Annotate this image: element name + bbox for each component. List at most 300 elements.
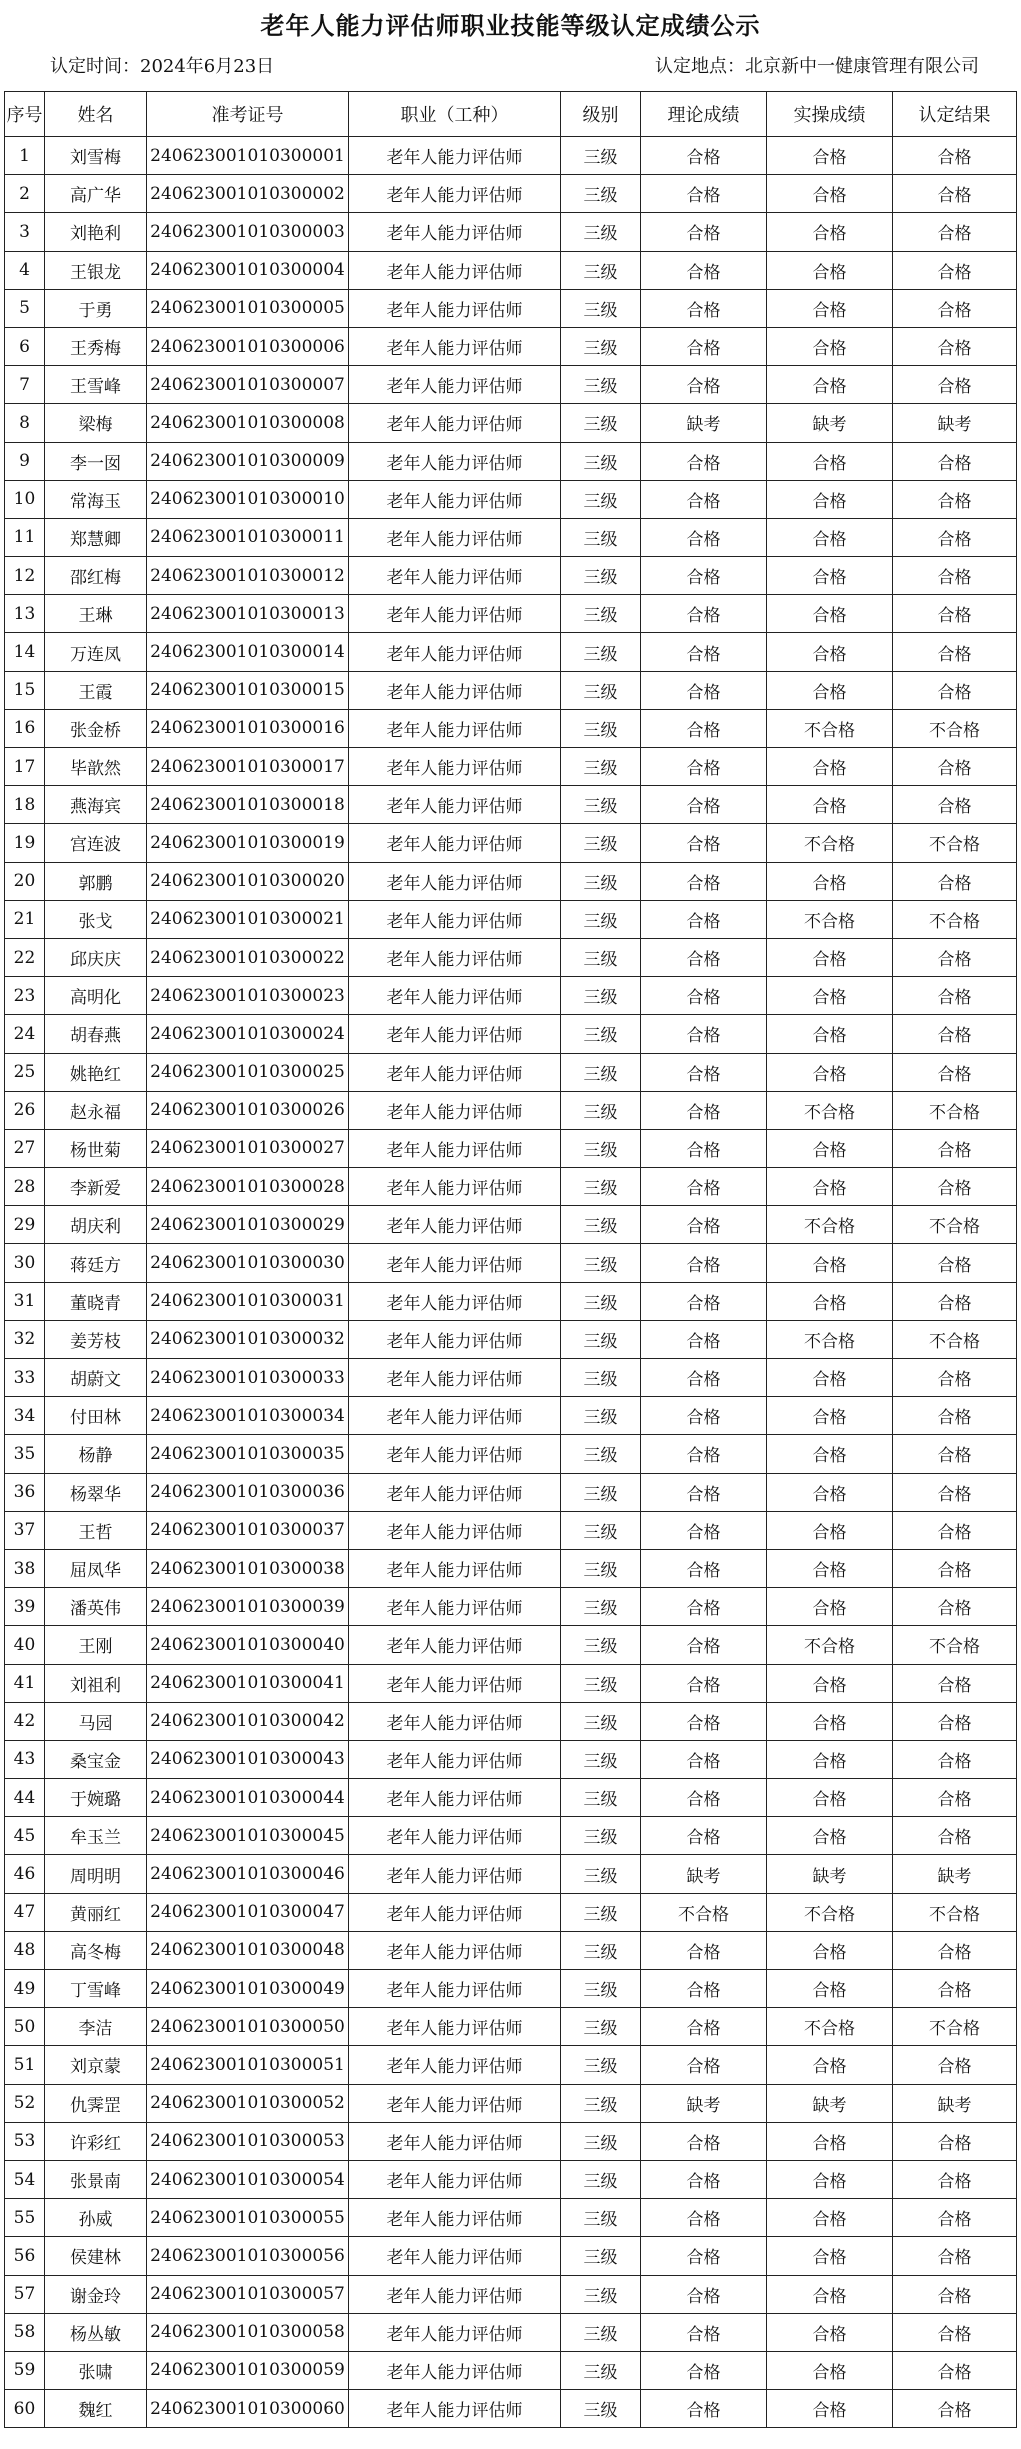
table-row: [5, 1702, 1017, 1740]
exam-id: 240623001010300007: [147, 366, 349, 404]
table-row: [5, 404, 1017, 442]
row-index: 33: [5, 1359, 45, 1397]
theory-score: 合格: [641, 175, 767, 213]
certification-result: 合格: [893, 786, 1017, 824]
row-index: 6: [5, 327, 45, 365]
exam-id: 240623001010300006: [147, 327, 349, 365]
row-index: 54: [5, 2160, 45, 2198]
certification-result: 合格: [893, 633, 1017, 671]
occupation: 老年人能力评估师: [349, 1740, 561, 1778]
table-row: [5, 137, 1017, 175]
exam-id: 240623001010300048: [147, 1931, 349, 1969]
header-row: [5, 92, 1017, 137]
practical-score: 合格: [767, 1053, 893, 1091]
level: 三级: [561, 137, 641, 175]
level: 三级: [561, 1359, 641, 1397]
certification-result: 缺考: [893, 404, 1017, 442]
theory-score: 合格: [641, 2390, 767, 2428]
exam-id: 240623001010300004: [147, 251, 349, 289]
certification-result: 合格: [893, 1817, 1017, 1855]
table-row: [5, 1053, 1017, 1091]
table-row: [5, 1626, 1017, 1664]
occupation: 老年人能力评估师: [349, 1320, 561, 1358]
occupation: 老年人能力评估师: [349, 786, 561, 824]
candidate-name: 侯建林: [45, 2237, 147, 2275]
table-row: [5, 2160, 1017, 2198]
occupation: 老年人能力评估师: [349, 1206, 561, 1244]
level: 三级: [561, 1015, 641, 1053]
table-row: [5, 1320, 1017, 1358]
candidate-name: 毕歆然: [45, 748, 147, 786]
theory-score: 合格: [641, 1549, 767, 1587]
theory-score: 合格: [641, 518, 767, 556]
theory-score: 合格: [641, 2046, 767, 2084]
practical-score: 合格: [767, 289, 893, 327]
table-row: [5, 748, 1017, 786]
practical-score: 不合格: [767, 1206, 893, 1244]
exam-id: 240623001010300002: [147, 175, 349, 213]
practical-score: 合格: [767, 1702, 893, 1740]
row-index: 12: [5, 557, 45, 595]
exam-id: 240623001010300039: [147, 1588, 349, 1626]
exam-id: 240623001010300055: [147, 2199, 349, 2237]
table-body: [5, 137, 1017, 2428]
candidate-name: 高广华: [45, 175, 147, 213]
candidate-name: 李一囡: [45, 442, 147, 480]
theory-score: 合格: [641, 1779, 767, 1817]
table-row: [5, 2199, 1017, 2237]
exam-id: 240623001010300013: [147, 595, 349, 633]
practical-score: 合格: [767, 1779, 893, 1817]
level: 三级: [561, 2351, 641, 2389]
theory-score: 合格: [641, 1664, 767, 1702]
theory-score: 合格: [641, 251, 767, 289]
row-index: 15: [5, 671, 45, 709]
theory-score: 合格: [641, 2351, 767, 2389]
row-index: 59: [5, 2351, 45, 2389]
practical-score: 不合格: [767, 2008, 893, 2046]
row-index: 24: [5, 1015, 45, 1053]
header-index: 序号: [5, 92, 45, 137]
candidate-name: 邵红梅: [45, 557, 147, 595]
table-row: [5, 1168, 1017, 1206]
exam-id: 240623001010300003: [147, 213, 349, 251]
practical-score: 合格: [767, 977, 893, 1015]
exam-id: 240623001010300028: [147, 1168, 349, 1206]
theory-score: 合格: [641, 2160, 767, 2198]
candidate-name: 郑慧卿: [45, 518, 147, 556]
certification-result: 合格: [893, 1244, 1017, 1282]
candidate-name: 牟玉兰: [45, 1817, 147, 1855]
theory-score: 合格: [641, 1091, 767, 1129]
certification-result: 合格: [893, 1779, 1017, 1817]
occupation: 老年人能力评估师: [349, 1664, 561, 1702]
theory-score: 合格: [641, 2122, 767, 2160]
occupation: 老年人能力评估师: [349, 1779, 561, 1817]
row-index: 28: [5, 1168, 45, 1206]
certification-result: 合格: [893, 557, 1017, 595]
exam-id: 240623001010300016: [147, 709, 349, 747]
certification-result: 合格: [893, 2313, 1017, 2351]
row-index: 19: [5, 824, 45, 862]
level: 三级: [561, 1970, 641, 2008]
certification-result: 合格: [893, 1511, 1017, 1549]
theory-score: 合格: [641, 1397, 767, 1435]
candidate-name: 高明化: [45, 977, 147, 1015]
row-index: 42: [5, 1702, 45, 1740]
header-level: 级别: [561, 92, 641, 137]
level: 三级: [561, 1549, 641, 1587]
certification-result: 合格: [893, 1168, 1017, 1206]
row-index: 27: [5, 1129, 45, 1167]
certification-result: 合格: [893, 2122, 1017, 2160]
row-index: 41: [5, 1664, 45, 1702]
exam-id: 240623001010300021: [147, 900, 349, 938]
table-row: [5, 366, 1017, 404]
candidate-name: 丁雪峰: [45, 1970, 147, 2008]
row-index: 40: [5, 1626, 45, 1664]
row-index: 1: [5, 137, 45, 175]
exam-id: 240623001010300018: [147, 786, 349, 824]
level: 三级: [561, 518, 641, 556]
exam-id: 240623001010300049: [147, 1970, 349, 2008]
level: 三级: [561, 366, 641, 404]
table-row: [5, 1740, 1017, 1778]
practical-score: 合格: [767, 137, 893, 175]
header-name: 姓名: [45, 92, 147, 137]
exam-id: 240623001010300023: [147, 977, 349, 1015]
certification-result: 合格: [893, 2351, 1017, 2389]
level: 三级: [561, 2390, 641, 2428]
practical-score: 缺考: [767, 2084, 893, 2122]
occupation: 老年人能力评估师: [349, 748, 561, 786]
certification-result: 不合格: [893, 900, 1017, 938]
theory-score: 合格: [641, 1626, 767, 1664]
occupation: 老年人能力评估师: [349, 2160, 561, 2198]
practical-score: 不合格: [767, 1893, 893, 1931]
table-row: [5, 1855, 1017, 1893]
certification-result: 合格: [893, 938, 1017, 976]
theory-score: 合格: [641, 595, 767, 633]
practical-score: 合格: [767, 2313, 893, 2351]
row-index: 22: [5, 938, 45, 976]
occupation: 老年人能力评估师: [349, 1702, 561, 1740]
table-row: [5, 1129, 1017, 1167]
row-index: 25: [5, 1053, 45, 1091]
occupation: 老年人能力评估师: [349, 1091, 561, 1129]
certification-result: 合格: [893, 1015, 1017, 1053]
occupation: 老年人能力评估师: [349, 1473, 561, 1511]
table-row: [5, 1893, 1017, 1931]
table-row: [5, 480, 1017, 518]
practical-score: 缺考: [767, 404, 893, 442]
candidate-name: 董晓青: [45, 1282, 147, 1320]
exam-id: 240623001010300009: [147, 442, 349, 480]
certification-result: 不合格: [893, 1091, 1017, 1129]
exam-id: 240623001010300032: [147, 1320, 349, 1358]
theory-score: 合格: [641, 671, 767, 709]
theory-score: 合格: [641, 938, 767, 976]
theory-score: 合格: [641, 442, 767, 480]
theory-score: 合格: [641, 2008, 767, 2046]
certification-result: 合格: [893, 2160, 1017, 2198]
table-row: [5, 1549, 1017, 1587]
row-index: 18: [5, 786, 45, 824]
practical-score: 缺考: [767, 1855, 893, 1893]
occupation: 老年人能力评估师: [349, 1435, 561, 1473]
practical-score: 不合格: [767, 1320, 893, 1358]
level: 三级: [561, 2160, 641, 2198]
candidate-name: 张景南: [45, 2160, 147, 2198]
row-index: 16: [5, 709, 45, 747]
table-row: [5, 518, 1017, 556]
exam-id: 240623001010300057: [147, 2275, 349, 2313]
occupation: 老年人能力评估师: [349, 2313, 561, 2351]
table-row: [5, 1015, 1017, 1053]
candidate-name: 马园: [45, 1702, 147, 1740]
row-index: 37: [5, 1511, 45, 1549]
candidate-name: 刘艳利: [45, 213, 147, 251]
table-row: [5, 1282, 1017, 1320]
occupation: 老年人能力评估师: [349, 977, 561, 1015]
practical-score: 合格: [767, 366, 893, 404]
occupation: 老年人能力评估师: [349, 862, 561, 900]
certification-result: 合格: [893, 213, 1017, 251]
certification-result: 合格: [893, 480, 1017, 518]
certification-result: 合格: [893, 1473, 1017, 1511]
row-index: 60: [5, 2390, 45, 2428]
certification-result: 合格: [893, 1588, 1017, 1626]
table-row: [5, 557, 1017, 595]
table-row: [5, 442, 1017, 480]
exam-id: 240623001010300045: [147, 1817, 349, 1855]
occupation: 老年人能力评估师: [349, 1626, 561, 1664]
practical-score: 合格: [767, 595, 893, 633]
theory-score: 合格: [641, 1359, 767, 1397]
certification-result: 合格: [893, 1931, 1017, 1969]
table-row: [5, 709, 1017, 747]
practical-score: 合格: [767, 1435, 893, 1473]
row-index: 51: [5, 2046, 45, 2084]
certification-result: 合格: [893, 289, 1017, 327]
level: 三级: [561, 1511, 641, 1549]
table-row: [5, 175, 1017, 213]
row-index: 26: [5, 1091, 45, 1129]
level: 三级: [561, 2313, 641, 2351]
theory-score: 合格: [641, 1931, 767, 1969]
theory-score: 合格: [641, 709, 767, 747]
certification-result: 合格: [893, 977, 1017, 1015]
theory-score: 合格: [641, 1053, 767, 1091]
row-index: 2: [5, 175, 45, 213]
certification-result: 不合格: [893, 1893, 1017, 1931]
level: 三级: [561, 1168, 641, 1206]
exam-id: 240623001010300059: [147, 2351, 349, 2389]
candidate-name: 宫连波: [45, 824, 147, 862]
practical-score: 合格: [767, 2351, 893, 2389]
table-row: [5, 938, 1017, 976]
level: 三级: [561, 1206, 641, 1244]
candidate-name: 王琳: [45, 595, 147, 633]
row-index: 10: [5, 480, 45, 518]
row-index: 55: [5, 2199, 45, 2237]
theory-score: 合格: [641, 1740, 767, 1778]
candidate-name: 屈凤华: [45, 1549, 147, 1587]
certification-result: 合格: [893, 1359, 1017, 1397]
certification-result: 合格: [893, 518, 1017, 556]
row-index: 13: [5, 595, 45, 633]
theory-score: 合格: [641, 213, 767, 251]
candidate-name: 王雪峰: [45, 366, 147, 404]
table-row: [5, 1970, 1017, 2008]
theory-score: 缺考: [641, 2084, 767, 2122]
certification-result: 合格: [893, 1397, 1017, 1435]
exam-id: 240623001010300005: [147, 289, 349, 327]
occupation: 老年人能力评估师: [349, 289, 561, 327]
certification-result: 不合格: [893, 2008, 1017, 2046]
level: 三级: [561, 557, 641, 595]
certification-result: 合格: [893, 2199, 1017, 2237]
candidate-name: 刘雪梅: [45, 137, 147, 175]
theory-score: 合格: [641, 1435, 767, 1473]
occupation: 老年人能力评估师: [349, 2199, 561, 2237]
level: 三级: [561, 2199, 641, 2237]
row-index: 48: [5, 1931, 45, 1969]
theory-score: 合格: [641, 557, 767, 595]
certification-result: 合格: [893, 1129, 1017, 1167]
certification-result: 缺考: [893, 2084, 1017, 2122]
occupation: 老年人能力评估师: [349, 1588, 561, 1626]
row-index: 20: [5, 862, 45, 900]
candidate-name: 胡蔚文: [45, 1359, 147, 1397]
exam-id: 240623001010300056: [147, 2237, 349, 2275]
candidate-name: 蒋廷方: [45, 1244, 147, 1282]
occupation: 老年人能力评估师: [349, 2008, 561, 2046]
table-row: [5, 1511, 1017, 1549]
exam-id: 240623001010300027: [147, 1129, 349, 1167]
exam-id: 240623001010300024: [147, 1015, 349, 1053]
level: 三级: [561, 1244, 641, 1282]
row-index: 49: [5, 1970, 45, 2008]
practical-score: 合格: [767, 1931, 893, 1969]
exam-id: 240623001010300019: [147, 824, 349, 862]
level: 三级: [561, 1626, 641, 1664]
exam-id: 240623001010300053: [147, 2122, 349, 2160]
row-index: 44: [5, 1779, 45, 1817]
level: 三级: [561, 289, 641, 327]
exam-id: 240623001010300025: [147, 1053, 349, 1091]
occupation: 老年人能力评估师: [349, 327, 561, 365]
header-practical-score: 实操成绩: [767, 92, 893, 137]
level: 三级: [561, 1053, 641, 1091]
row-index: 11: [5, 518, 45, 556]
theory-score: 合格: [641, 1588, 767, 1626]
practical-score: 合格: [767, 2237, 893, 2275]
exam-id: 240623001010300036: [147, 1473, 349, 1511]
candidate-name: 郭鹏: [45, 862, 147, 900]
theory-score: 合格: [641, 137, 767, 175]
certification-result: 合格: [893, 366, 1017, 404]
table-row: [5, 2351, 1017, 2389]
theory-score: 合格: [641, 2313, 767, 2351]
certification-date: 认定时间：2024年6月23日: [50, 56, 275, 77]
candidate-name: 常海玉: [45, 480, 147, 518]
exam-id: 240623001010300008: [147, 404, 349, 442]
table-row: [5, 1244, 1017, 1282]
row-index: 46: [5, 1855, 45, 1893]
exam-id: 240623001010300038: [147, 1549, 349, 1587]
level: 三级: [561, 1282, 641, 1320]
theory-score: 合格: [641, 1015, 767, 1053]
level: 三级: [561, 251, 641, 289]
certification-result: 合格: [893, 1282, 1017, 1320]
practical-score: 合格: [767, 786, 893, 824]
theory-score: 合格: [641, 480, 767, 518]
certification-result: 合格: [893, 1740, 1017, 1778]
theory-score: 合格: [641, 786, 767, 824]
exam-id: 240623001010300046: [147, 1855, 349, 1893]
practical-score: 合格: [767, 1129, 893, 1167]
certification-result: 合格: [893, 1435, 1017, 1473]
level: 三级: [561, 1091, 641, 1129]
occupation: 老年人能力评估师: [349, 633, 561, 671]
theory-score: 合格: [641, 1320, 767, 1358]
practical-score: 合格: [767, 518, 893, 556]
occupation: 老年人能力评估师: [349, 2390, 561, 2428]
level: 三级: [561, 1931, 641, 1969]
occupation: 老年人能力评估师: [349, 518, 561, 556]
candidate-name: 许彩红: [45, 2122, 147, 2160]
occupation: 老年人能力评估师: [349, 442, 561, 480]
candidate-name: 李新爱: [45, 1168, 147, 1206]
row-index: 58: [5, 2313, 45, 2351]
level: 三级: [561, 175, 641, 213]
row-index: 30: [5, 1244, 45, 1282]
candidate-name: 黄丽红: [45, 1893, 147, 1931]
table-row: [5, 2390, 1017, 2428]
practical-score: 合格: [767, 671, 893, 709]
row-index: 45: [5, 1817, 45, 1855]
practical-score: 合格: [767, 1397, 893, 1435]
certification-result: 合格: [893, 327, 1017, 365]
table-row: [5, 2008, 1017, 2046]
table-row: [5, 1359, 1017, 1397]
row-index: 52: [5, 2084, 45, 2122]
table-row: [5, 2122, 1017, 2160]
certification-result: 合格: [893, 175, 1017, 213]
theory-score: 合格: [641, 633, 767, 671]
candidate-name: 张啸: [45, 2351, 147, 2389]
certification-result: 不合格: [893, 1206, 1017, 1244]
occupation: 老年人能力评估师: [349, 251, 561, 289]
exam-id: 240623001010300034: [147, 1397, 349, 1435]
exam-id: 240623001010300030: [147, 1244, 349, 1282]
certification-result: 合格: [893, 1702, 1017, 1740]
level: 三级: [561, 1740, 641, 1778]
candidate-name: 刘京蒙: [45, 2046, 147, 2084]
candidate-name: 姜芳枝: [45, 1320, 147, 1358]
level: 三级: [561, 2122, 641, 2160]
level: 三级: [561, 1702, 641, 1740]
occupation: 老年人能力评估师: [349, 480, 561, 518]
certification-result: 缺考: [893, 1855, 1017, 1893]
candidate-name: 李洁: [45, 2008, 147, 2046]
occupation: 老年人能力评估师: [349, 938, 561, 976]
certification-result: 合格: [893, 1664, 1017, 1702]
level: 三级: [561, 671, 641, 709]
theory-score: 合格: [641, 977, 767, 1015]
practical-score: 合格: [767, 1168, 893, 1206]
